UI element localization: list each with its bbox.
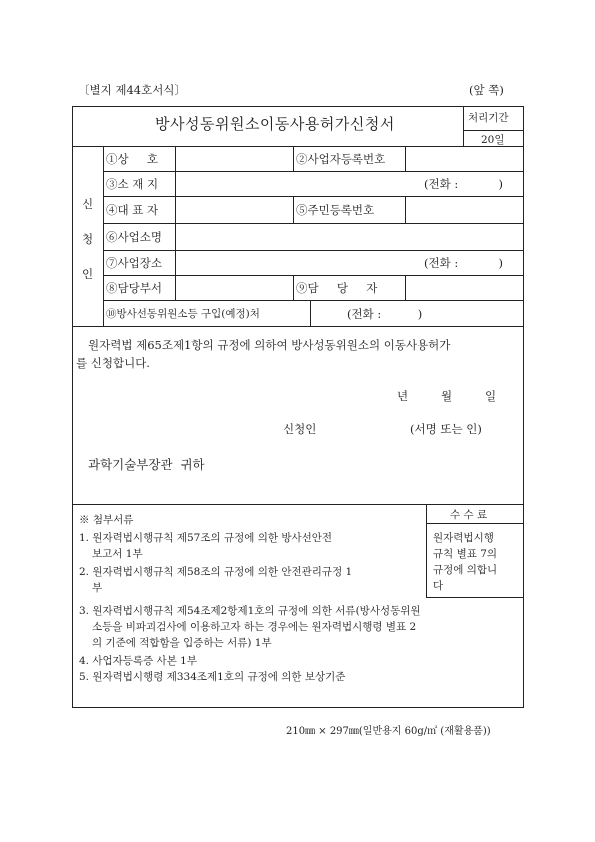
fee-line-3: 규정에 의합니 (433, 564, 498, 576)
recipient-label: 과학기술부장관 귀하 (88, 457, 205, 472)
signature-label: (서명 또는 인) (410, 422, 482, 436)
business-reg-number-label: ②사업자등록번호 (296, 152, 386, 166)
form-title: 방사성동위원소이동사용허가신청서 (155, 115, 395, 133)
attachment-item-2b: 부 (92, 582, 103, 594)
fee-heading: 수 수 료 (450, 509, 488, 521)
representative-field[interactable] (176, 197, 292, 222)
trade-name-label: ①상 호 (106, 152, 158, 166)
department-field[interactable] (176, 276, 292, 299)
applicant-label-char-2: 청 (82, 232, 94, 246)
representative-label: ④대 표 자 (106, 203, 159, 217)
business-reg-number-field[interactable] (406, 147, 522, 170)
paper-spec-footer: 210㎜ × 297㎜(일반용지 60g/㎡ (재활용품)) (286, 726, 491, 737)
fee-line-1: 원자력법시행 (433, 532, 494, 544)
statement-line-1: 원자력법 제65조제1항의 규정에 의하여 방사성동위원소의 이동사용허가 (88, 338, 451, 352)
person-in-charge-field[interactable] (406, 276, 522, 299)
trade-name-field[interactable] (176, 147, 292, 170)
form-number: 〔별지 제44호서식〕 (78, 83, 186, 97)
office-name-label: ⑥사업소명 (106, 230, 162, 244)
applicant-label-char-1: 신 (82, 197, 94, 211)
location-label: ③소 재 지 (106, 177, 159, 191)
date-day-label: 일 (485, 389, 497, 403)
purchase-source-label: ⑩방사선동위원소등 구입(예정)처 (106, 308, 260, 320)
site-location-label: ⑦사업장소 (106, 256, 162, 270)
applicant-sign-label: 신청인 (283, 422, 317, 436)
location-phone-label: (전화 : ) (424, 177, 503, 191)
department-label: ⑧담당부서 (106, 281, 162, 295)
attachment-item-1a: 1. 원자력법시행규칙 제57조의 규정에 의한 방사선안전 (79, 532, 333, 544)
office-name-field[interactable] (176, 224, 522, 249)
purchase-source-field[interactable] (311, 301, 522, 325)
resident-number-label: ⑤주민등록번호 (296, 203, 375, 217)
attachment-item-3a: 3. 원자력법시행규칙 제54조제2항제1호의 규정에 의한 서류(방사성동위원 (79, 605, 421, 617)
attachment-item-3b: 소등을 비파괴검사에 이용하고자 하는 경우에는 원자력법시행령 별표 2 (92, 621, 417, 633)
attachment-item-4: 4. 사업자등록증 사본 1부 (79, 655, 197, 667)
attachment-item-2a: 2. 원자력법시행규칙 제58조의 규정에 의한 안전관리규정 1 (79, 566, 353, 578)
statement-line-2: 를 신청합니다. (76, 356, 150, 370)
fee-line-4: 다 (433, 580, 444, 592)
attachments-heading: ※ 첨부서류 (79, 514, 134, 526)
person-in-charge-label: ⑨담 당 자 (296, 281, 378, 295)
processing-period-label: 처리기간 (468, 112, 509, 124)
attachment-item-5: 5. 원자력법시행령 제334조제1호의 규정에 의한 보상기준 (79, 671, 346, 683)
site-phone-label: (전화 : ) (424, 256, 503, 270)
page-side-label: (앞 쪽) (469, 83, 504, 97)
applicant-label-char-3: 인 (82, 267, 94, 281)
date-month-label: 월 (441, 389, 453, 403)
signature-field[interactable] (330, 418, 406, 438)
processing-period-value: 20일 (481, 134, 505, 146)
resident-number-field[interactable] (406, 197, 522, 222)
fee-line-2: 규칙 별표 7의 (433, 548, 498, 560)
attachment-item-3c: 의 기준에 적합함을 입증하는 서류) 1부 (92, 637, 272, 649)
purchase-source-phone-label: (전화 : ) (347, 307, 423, 321)
date-year-label: 년 (397, 389, 409, 403)
attachment-item-1b: 보고서 1부 (92, 548, 143, 560)
